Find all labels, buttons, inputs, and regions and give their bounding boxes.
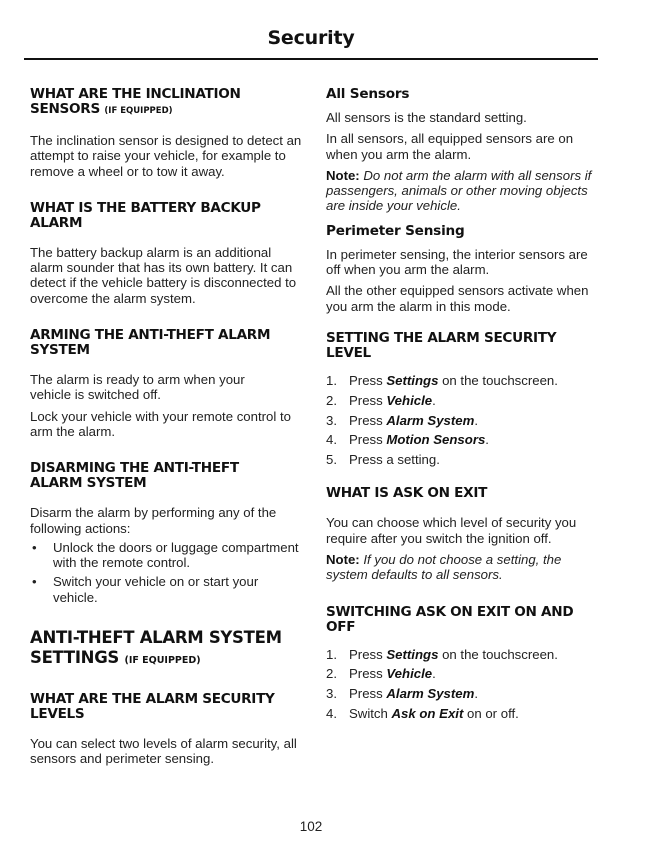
note-label: Note: <box>326 552 360 568</box>
paragraph: In perimeter sensing, the interior sensors are off when you arm the alarm. <box>326 246 588 278</box>
paragraph: The battery backup alarm is an additional alarm sounder that has its own battery. It can detect if the vehicle battery is disconnected to overcome the alarm system. <box>30 244 297 306</box>
right-column <box>326 86 601 721</box>
list-item: 3. Press Alarm System. <box>326 412 479 428</box>
numbered-list <box>326 373 601 467</box>
numbered-list <box>326 647 601 722</box>
list-item: 5. Press a setting. <box>326 452 440 468</box>
bullet-list <box>30 540 305 605</box>
section-perimeter-sensing <box>326 223 601 314</box>
subsection-heading: Perimeter Sensing <box>326 222 465 239</box>
section-heading: DISARMING THE ANTI-THEFT ALARM SYSTEM <box>30 460 239 492</box>
paragraph: The inclination sensor is designed to detect an attempt to raise your vehicle, for example to remove a wheel or to tow it away. <box>30 133 302 179</box>
section-alarm-settings <box>30 628 305 671</box>
list-item: 4. Switch Ask on Exit on or off. <box>326 706 519 722</box>
list-item: • Switch your vehicle on or start your vehicle. <box>32 574 259 605</box>
list-item: 2. Press Vehicle. <box>326 392 436 408</box>
section-heading: WHAT ARE THE INCLINATION SENSORS (IF EQUIPPED) <box>30 86 241 117</box>
list-item: 3. Press Alarm System. <box>326 686 479 702</box>
header-divider <box>24 58 598 60</box>
section-heading: WHAT IS ASK ON EXIT <box>326 485 488 502</box>
section-heading: WHAT IS THE BATTERY BACKUP ALARM <box>30 199 261 231</box>
bullet-icon: • <box>32 574 37 590</box>
note <box>326 168 601 214</box>
paragraph: Disarm the alarm by performing any of the following actions: <box>30 505 277 536</box>
paragraph: Lock your vehicle with your remote control to arm the alarm. <box>30 408 291 439</box>
list-item: 1. Press Settings on the touchscreen. <box>326 646 558 662</box>
left-column <box>30 86 305 767</box>
section-all-sensors <box>326 86 601 214</box>
paragraph: You can choose which level of security you require after you switch the ignition off. <box>326 515 577 546</box>
section-heading: WHAT ARE THE ALARM SECURITY LEVELS <box>30 691 275 723</box>
section-inclination-sensors <box>30 87 305 179</box>
note-label: Note: <box>326 167 360 183</box>
list-item: 4. Press Motion Sensors. <box>326 432 489 448</box>
list-item: • Unlock the doors or luggage compartment with the remote control. <box>32 539 299 571</box>
section-arming-alarm <box>30 328 305 439</box>
section-ask-on-exit <box>326 486 601 582</box>
note-text: If you do not choose a setting, the system defaults to all sensors. <box>326 552 562 583</box>
section-setting-security-level <box>326 331 601 467</box>
note-text: Do not arm the alarm with all sensors if passengers, animals or other moving objects are inside your vehicle. <box>326 167 592 214</box>
if-equipped-note: (IF EQUIPPED) <box>124 655 201 667</box>
section-heading: SWITCHING ASK ON EXIT ON AND OFF <box>326 603 574 635</box>
section-heading: ARMING THE ANTI-THEFT ALARM SYSTEM <box>30 327 271 359</box>
page-title: Security <box>267 27 355 49</box>
paragraph: All the other equipped sensors activate when you arm the alarm in this mode. <box>326 283 589 314</box>
section-battery-backup-alarm <box>30 201 305 306</box>
paragraph: In all sensors, all equipped sensors are on when you arm the alarm. <box>326 131 574 162</box>
list-item: 2. Press Vehicle. <box>326 666 436 682</box>
paragraph: All sensors is the standard setting. <box>326 110 527 125</box>
paragraph: The alarm is ready to arm when your vehicle is switched off. <box>30 372 245 403</box>
section-heading: SETTING THE ALARM SECURITY LEVEL <box>326 329 557 361</box>
section-security-levels <box>30 692 305 767</box>
list-item: 1. Press Settings on the touchscreen. <box>326 372 558 388</box>
subsection-heading: All Sensors <box>326 86 410 102</box>
page-number: 102 <box>299 819 323 834</box>
bullet-icon: • <box>32 539 37 555</box>
section-disarming-alarm <box>30 461 305 605</box>
if-equipped-note: (IF EQUIPPED) <box>104 106 173 116</box>
note <box>326 552 601 583</box>
chapter-heading: ANTI-THEFT ALARM SYSTEM SETTINGS (IF EQUIPPED) <box>30 628 282 668</box>
paragraph: You can select two levels of alarm security, all sensors and perimeter sensing. <box>30 736 297 767</box>
section-switching-ask-on-exit <box>326 605 601 722</box>
